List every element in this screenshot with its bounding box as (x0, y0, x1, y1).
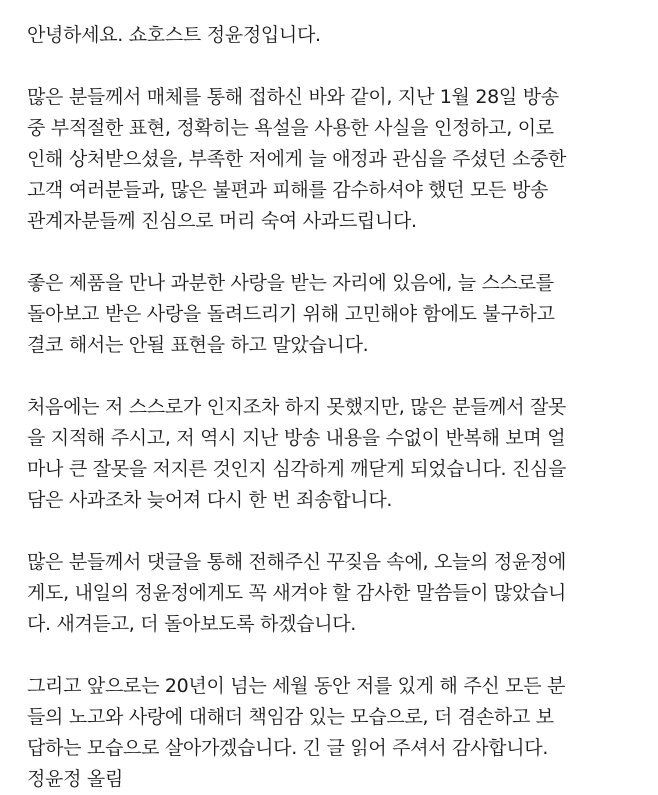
paragraph-line: 답하는 모습으로 살아가겠습니다. 긴 글 읽어 주셔서 감사합니다. (27, 737, 549, 759)
paragraph-line: 담은 사과조차 늦어져 다시 한 번 죄송합니다. (27, 489, 393, 511)
paragraph-1 (27, 82, 640, 237)
paragraph-line: 중 부적절한 표현, 정확히는 욕설을 사용한 사실을 인정하고, 이로 (27, 117, 554, 139)
paragraph-line: 돌아보고 받은 사랑을 돌려드리기 위해 고민해야 함에도 불구하고 (27, 303, 555, 325)
greeting-line: 안녕하세요. 쇼호스트 정윤정입니다. (27, 24, 321, 46)
paragraph-3 (27, 392, 640, 516)
paragraph-2 (27, 268, 640, 361)
paragraph-line: 마나 큰 잘못을 저지른 것인지 심각하게 깨닫게 되었습니다. 진심을 (27, 458, 567, 480)
paragraph-line: 많은 분들께서 댓글을 통해 전해주신 꾸짖음 속에, 오늘의 정윤정에 (27, 551, 567, 573)
signature-line: 정윤정 올림 (27, 768, 124, 790)
paragraph-line: 다. 새겨듣고, 더 돌아보도록 하겠습니다. (27, 613, 357, 635)
paragraph-line: 처음에는 저 스스로가 인지조차 하지 못했지만, 많은 분들께서 잘못 (27, 396, 567, 418)
paragraph-line: 인해 상처받으셨을, 부족한 저에게 늘 애정과 관심을 주셨던 소중한 (27, 148, 567, 170)
paragraph-line: 많은 분들께서 매체를 통해 접하신 바와 같이, 지난 1월 28일 방송 (27, 86, 559, 108)
paragraph-line: 고객 여러분들과, 많은 불편과 피해를 감수하셔야 했던 모든 방송 (27, 179, 549, 201)
paragraph-line: 을 지적해 주시고, 저 역시 지난 방송 내용을 수없이 반복해 보며 얼 (27, 427, 566, 449)
paragraph-line: 좋은 제품을 만나 과분한 사랑을 받는 자리에 있음에, 늘 스스로를 (27, 272, 554, 294)
paragraph-line: 들의 노고와 사랑에 대해더 책임감 있는 모습으로, 더 겸손하고 보 (27, 706, 554, 728)
paragraph-line: 관계자분들께 진심으로 머리 숙여 사과드립니다. (27, 210, 417, 232)
paragraph-5 (27, 671, 640, 795)
paragraph-line: 게도, 내일의 정윤정에게도 꼭 새겨야 할 감사한 말씀들이 많았습니 (27, 582, 567, 604)
paragraph-line: 결코 해서는 안될 표현을 하고 말았습니다. (27, 334, 369, 356)
paragraph-4 (27, 547, 640, 640)
paragraph-line: 그리고 앞으로는 20년이 넘는 세월 동안 저를 있게 해 주신 모든 분 (27, 675, 566, 697)
